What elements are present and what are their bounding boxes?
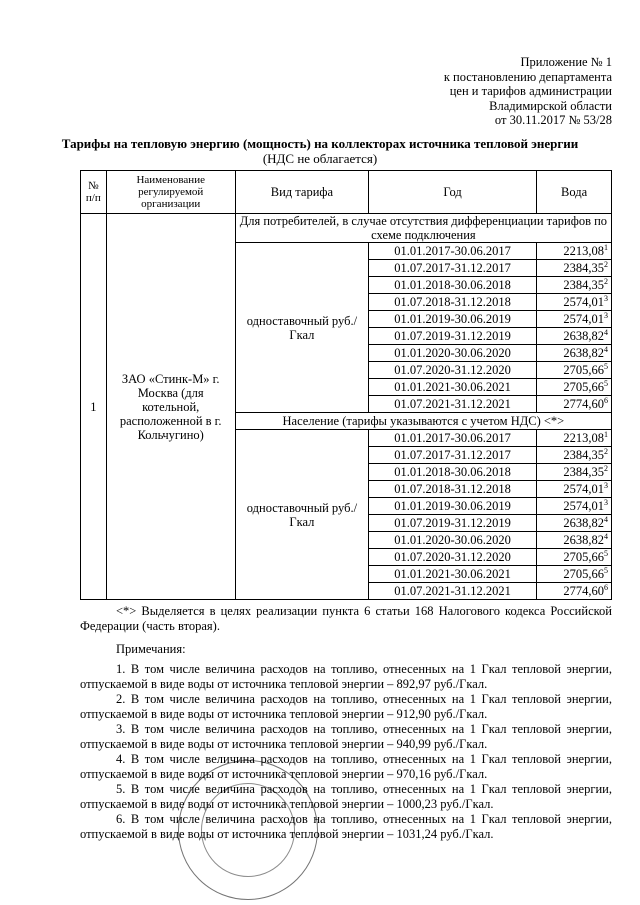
water-value-cell xyxy=(537,277,612,294)
note-item: 3. В том числе величина расходов на топливо, отнесенных на 1 Гкал тепловой энергии, отпускаемой в виде воды от источника тепловой энергии – 940,99 руб./Гкал. xyxy=(80,722,612,751)
period-cell: 01.07.2017-31.12.2017 xyxy=(369,447,537,464)
tariff-type-cell: одноставочный руб./Гкал xyxy=(235,243,368,413)
title-main: Тарифы на тепловую энергию (мощность) на коллекторах источника тепловой энергии xyxy=(61,136,579,151)
section-population: Население (тарифы указываются с учетом НДС) <*> xyxy=(235,413,611,430)
period-cell: 01.01.2021-30.06.2021 xyxy=(369,566,537,583)
value-text: 2638,82 xyxy=(563,533,604,547)
value-text: 2705,66 xyxy=(563,567,604,581)
water-value-cell xyxy=(537,498,612,515)
water-value-cell xyxy=(537,396,612,413)
value-text: 2574,01 xyxy=(563,499,604,513)
value-text: 2574,01 xyxy=(563,295,604,309)
value-text: 2384,35 xyxy=(563,261,604,275)
footnote-ref: 5 xyxy=(604,361,608,371)
water-value-cell xyxy=(537,243,612,260)
footnote: <*> Выделяется в целях реализации пункта 6 статьи 168 Налогового кодекса Российской Федерации (часть вторая). xyxy=(80,604,612,633)
period-cell: 01.01.2019-30.06.2019 xyxy=(369,498,537,515)
period-cell: 01.07.2021-31.12.2021 xyxy=(369,583,537,600)
value-text: 2705,66 xyxy=(563,550,604,564)
footnote-ref: 4 xyxy=(604,531,608,541)
notes-list xyxy=(80,662,612,842)
col-num-header: № п/п xyxy=(81,171,107,214)
section-row-consumers xyxy=(81,214,612,243)
header-line-4: Владимирской области xyxy=(489,98,612,113)
official-seal xyxy=(178,760,318,900)
footnote-ref: 4 xyxy=(604,344,608,354)
value-text: 2213,08 xyxy=(563,244,604,258)
period-cell: 01.07.2020-31.12.2020 xyxy=(369,549,537,566)
header-line-1: Приложение № 1 xyxy=(520,55,612,69)
tariff-table xyxy=(80,170,612,600)
footnote-ref: 6 xyxy=(604,582,608,592)
value-text: 2774,60 xyxy=(563,584,604,598)
header-line-2: к постановлению департамента xyxy=(443,69,612,84)
value-text: 2638,82 xyxy=(563,516,604,530)
note-item: 4. В том числе величина расходов на топливо, отнесенных на 1 Гкал тепловой энергии, отпускаемой в виде воды от источника тепловой энергии – 970,16 руб./Гкал. xyxy=(80,752,612,781)
footnote-ref: 2 xyxy=(604,446,608,456)
footnote-ref: 1 xyxy=(604,429,608,439)
col-org-header: Наименование регулируемой организации xyxy=(106,171,235,214)
water-value-cell xyxy=(537,447,612,464)
organization-name: ЗАО «Стинк-М» г. Москва (для котельной, расположенной в г. Кольчугино) xyxy=(106,214,235,600)
value-text: 2638,82 xyxy=(563,346,604,360)
water-value-cell xyxy=(537,583,612,600)
period-cell: 01.01.2020-30.06.2020 xyxy=(369,532,537,549)
footnote-ref: 4 xyxy=(604,327,608,337)
value-text: 2384,35 xyxy=(563,448,604,462)
value-text: 2384,35 xyxy=(563,465,604,479)
water-value-cell xyxy=(537,464,612,481)
col-type-header: Вид тарифа xyxy=(235,171,368,214)
water-value-cell xyxy=(537,328,612,345)
value-text: 2705,66 xyxy=(563,380,604,394)
period-cell: 01.01.2018-30.06.2018 xyxy=(369,277,537,294)
period-cell: 01.01.2021-30.06.2021 xyxy=(369,379,537,396)
row-number: 1 xyxy=(81,214,107,600)
footnote-ref: 3 xyxy=(604,497,608,507)
water-value-cell xyxy=(537,311,612,328)
note-item: 5. В том числе величина расходов на топливо, отнесенных на 1 Гкал тепловой энергии, отпускаемой в виде воды от источника тепловой энергии – 1000,23 руб./Гкал. xyxy=(80,782,612,811)
document-header xyxy=(444,55,612,128)
water-value-cell xyxy=(537,515,612,532)
value-text: 2705,66 xyxy=(563,363,604,377)
document-title xyxy=(0,136,640,166)
note-item: 1. В том числе величина расходов на топливо, отнесенных на 1 Гкал тепловой энергии, отпускаемой в виде воды от источника тепловой энергии – 892,97 руб./Гкал. xyxy=(80,662,612,691)
value-text: 2384,35 xyxy=(563,278,604,292)
table-header-row xyxy=(81,171,612,214)
footnote-ref: 2 xyxy=(604,276,608,286)
section-consumers: Для потребителей, в случае отсутствия дифференциации тарифов по схеме подключения xyxy=(235,214,611,243)
footnote-ref: 3 xyxy=(604,293,608,303)
footnote-ref: 3 xyxy=(604,310,608,320)
water-value-cell xyxy=(537,430,612,447)
notes-title: Примечания: xyxy=(116,642,186,656)
period-cell: 01.07.2018-31.12.2018 xyxy=(369,294,537,311)
value-text: 2638,82 xyxy=(563,329,604,343)
water-value-cell xyxy=(537,481,612,498)
period-cell: 01.01.2017-30.06.2017 xyxy=(369,243,537,260)
footnote-ref: 6 xyxy=(604,395,608,405)
period-cell: 01.07.2021-31.12.2021 xyxy=(369,396,537,413)
value-text: 2774,60 xyxy=(563,397,604,411)
note-item: 2. В том числе величина расходов на топливо, отнесенных на 1 Гкал тепловой энергии, отпускаемой в виде воды от источника тепловой энергии – 912,90 руб./Гкал. xyxy=(80,692,612,721)
value-text: 2574,01 xyxy=(563,482,604,496)
period-cell: 01.07.2018-31.12.2018 xyxy=(369,481,537,498)
period-cell: 01.01.2018-30.06.2018 xyxy=(369,464,537,481)
title-sub: (НДС не облагается) xyxy=(262,151,378,166)
water-value-cell xyxy=(537,362,612,379)
water-value-cell xyxy=(537,549,612,566)
period-cell: 01.01.2020-30.06.2020 xyxy=(369,345,537,362)
period-cell: 01.07.2017-31.12.2017 xyxy=(369,260,537,277)
note-item: 6. В том числе величина расходов на топливо, отнесенных на 1 Гкал тепловой энергии, отпускаемой в виде воды от источника тепловой энергии – 1031,24 руб./Гкал. xyxy=(80,812,612,841)
period-cell: 01.01.2019-30.06.2019 xyxy=(369,311,537,328)
water-value-cell xyxy=(537,260,612,277)
footnote-ref: 2 xyxy=(604,259,608,269)
footnote-ref: 5 xyxy=(604,548,608,558)
period-cell: 01.07.2019-31.12.2019 xyxy=(369,328,537,345)
footnote-ref: 1 xyxy=(604,242,608,252)
footnote-ref: 5 xyxy=(604,565,608,575)
water-value-cell xyxy=(537,345,612,362)
period-cell: 01.07.2020-31.12.2020 xyxy=(369,362,537,379)
footnote-ref: 4 xyxy=(604,514,608,524)
header-line-5: от 30.11.2017 № 53/28 xyxy=(494,113,612,127)
value-text: 2213,08 xyxy=(563,431,604,445)
period-cell: 01.01.2017-30.06.2017 xyxy=(369,430,537,447)
header-line-3: цен и тарифов администрации xyxy=(449,84,612,98)
tariff-type-cell: одноставочный руб./Гкал xyxy=(235,430,368,600)
col-year-header: Год xyxy=(369,171,537,214)
col-water-header: Вода xyxy=(537,171,612,214)
period-cell: 01.07.2019-31.12.2019 xyxy=(369,515,537,532)
footnote-ref: 5 xyxy=(604,378,608,388)
footnote-ref: 3 xyxy=(604,480,608,490)
water-value-cell xyxy=(537,566,612,583)
footnote-ref: 2 xyxy=(604,463,608,473)
water-value-cell xyxy=(537,379,612,396)
value-text: 2574,01 xyxy=(563,312,604,326)
water-value-cell xyxy=(537,532,612,549)
water-value-cell xyxy=(537,294,612,311)
